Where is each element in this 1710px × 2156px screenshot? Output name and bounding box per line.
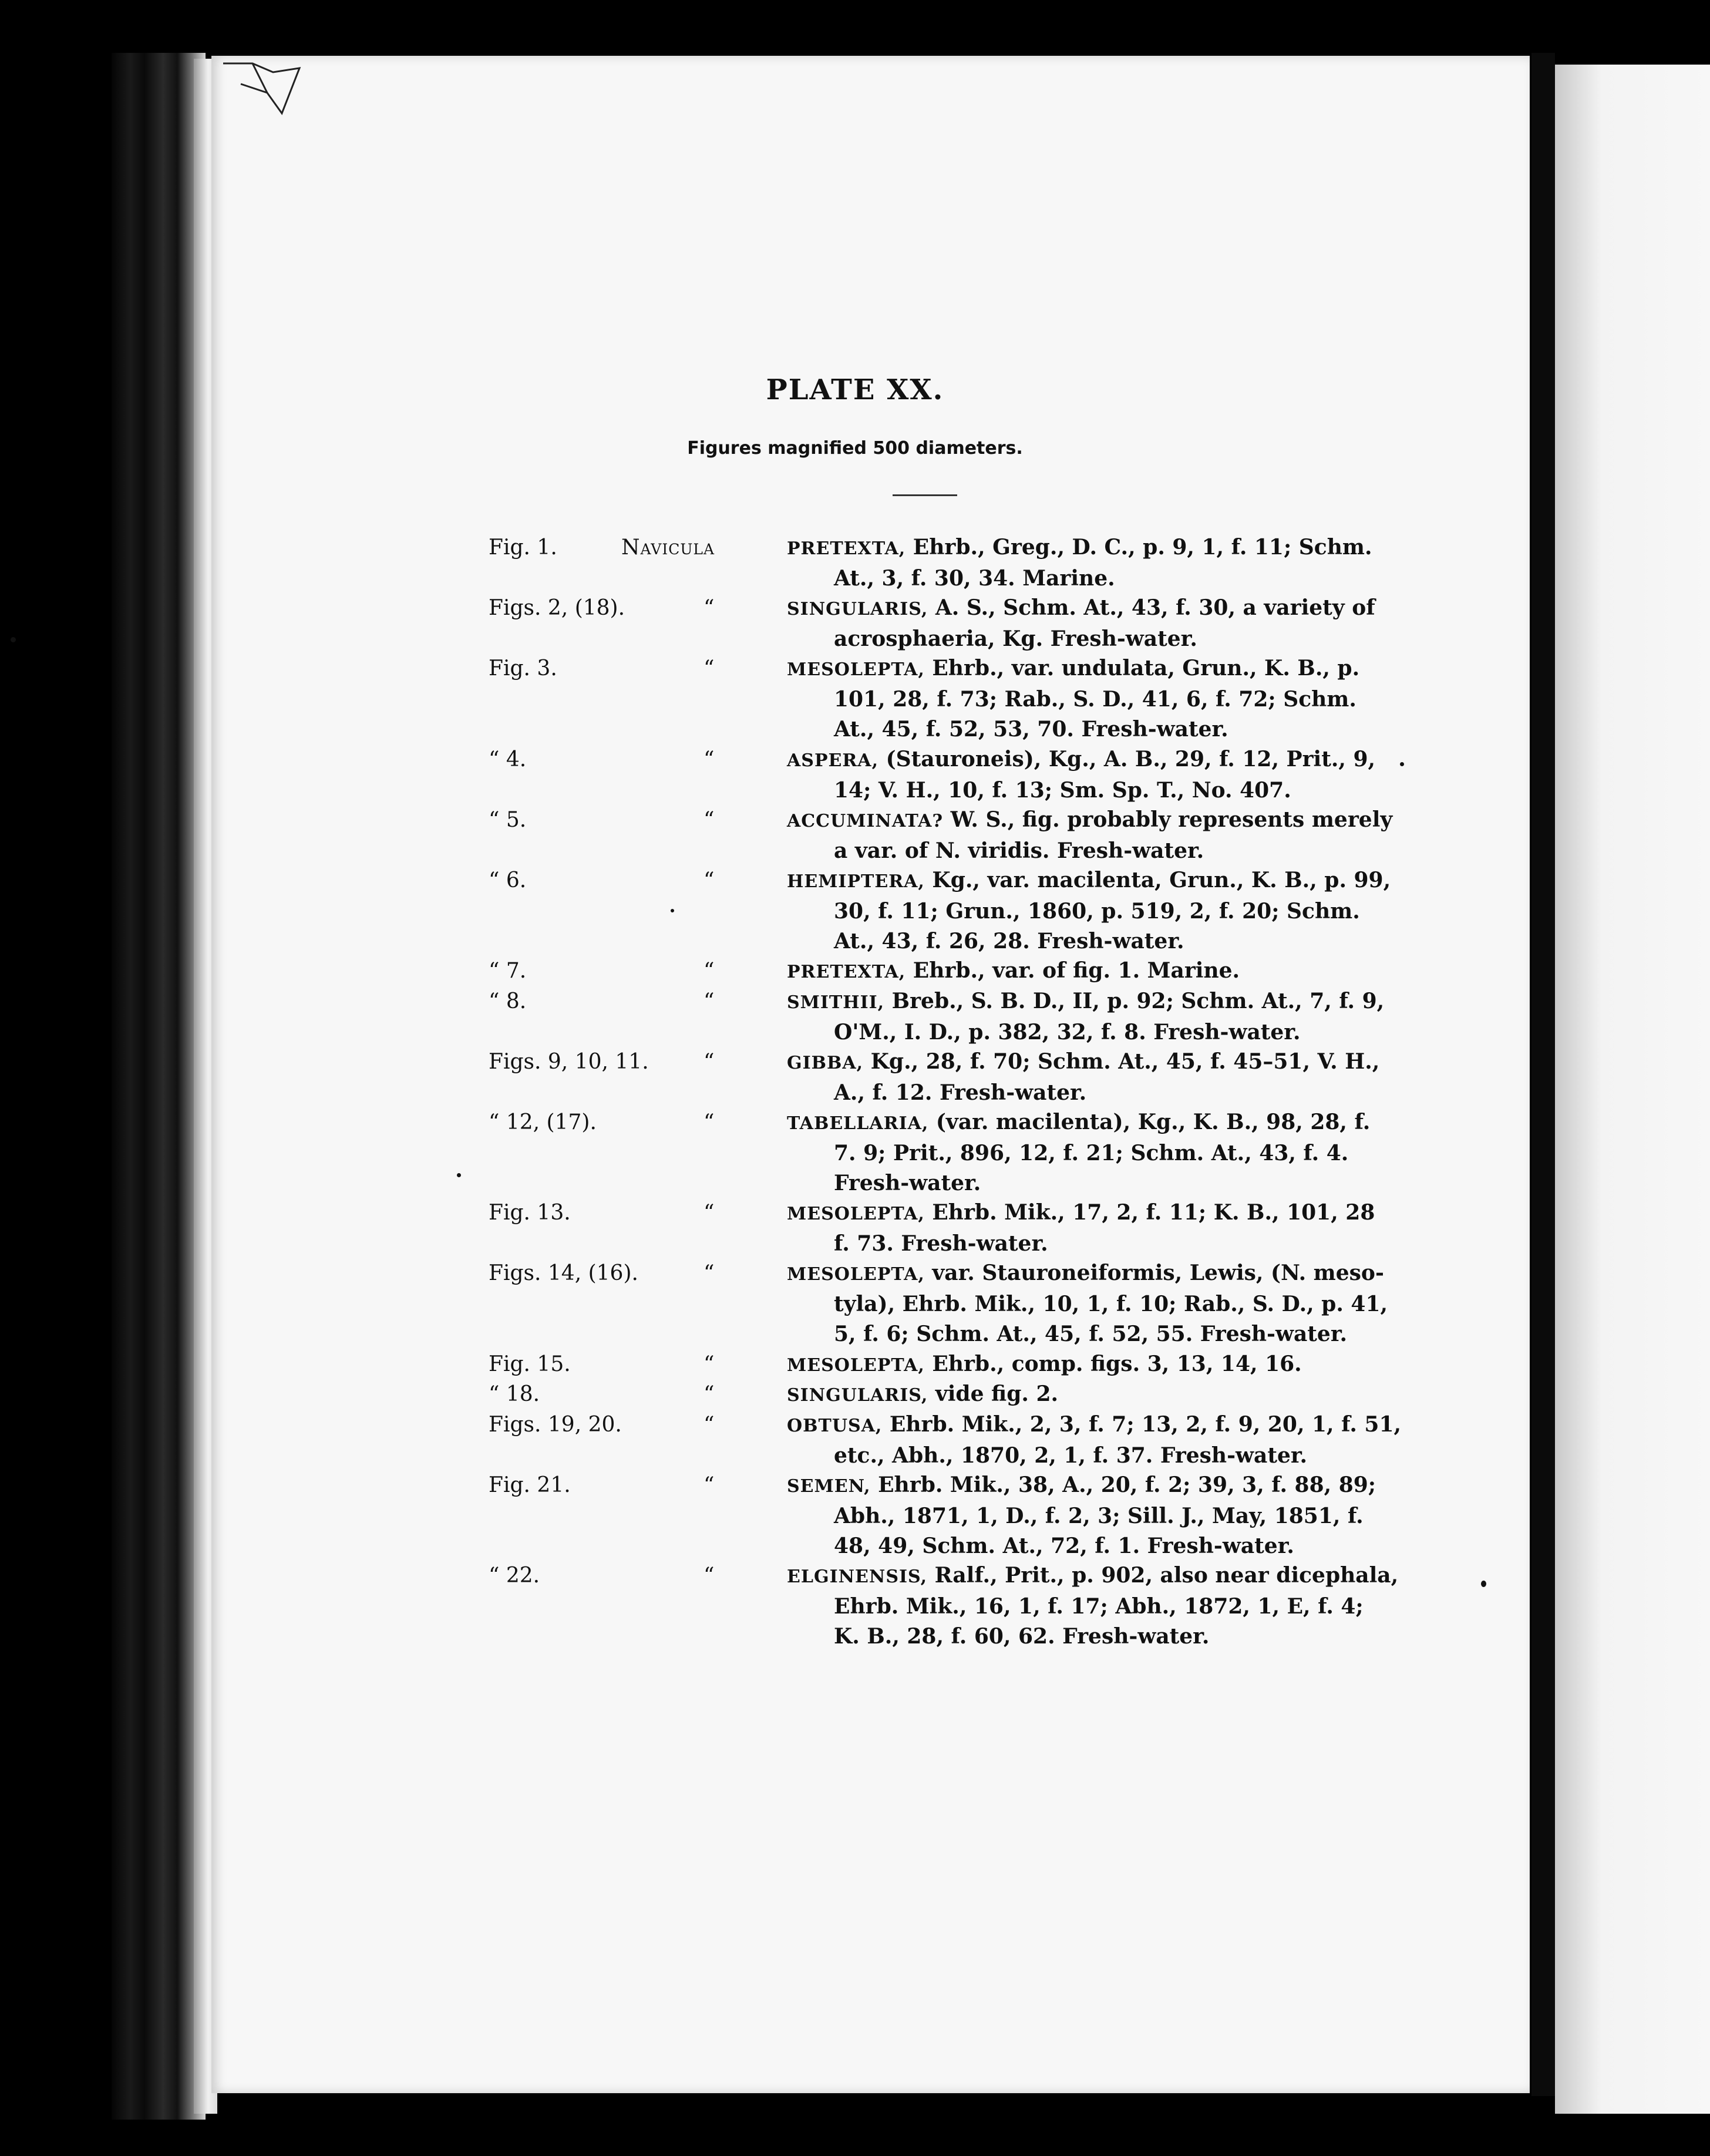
species-name: ACCUMINATA?: [787, 811, 944, 831]
description-line: O'M., I. D., p. 382, 32, f. 8. Fresh-water.: [834, 1020, 1301, 1045]
figure-number: “ 7.: [489, 959, 527, 983]
ditto-mark: “: [703, 596, 715, 620]
book-spine: [112, 53, 206, 2120]
ditto-mark: “: [703, 1564, 715, 1588]
figure-number: Figs. 2, (18).: [489, 596, 625, 620]
figure-number: Fig. 1.: [489, 535, 557, 560]
species-name: TABELLARIA,: [787, 1113, 929, 1134]
reference-text: (var. macilenta), Kg., K. B., 98, 28, f.: [935, 1110, 1371, 1134]
ditto-mark: “: [703, 1110, 715, 1134]
ditto-mark: “: [703, 1050, 715, 1074]
figure-number: “ 6.: [489, 868, 527, 892]
figure-number: “ 12, (17).: [489, 1110, 597, 1134]
description-line: f. 73. Fresh-water.: [834, 1231, 1048, 1256]
figure-description: [787, 1258, 1388, 1349]
figure-number: “ 18.: [489, 1382, 540, 1406]
description-line: [787, 1470, 1376, 1501]
figure-number: Figs. 9, 10, 11.: [489, 1050, 649, 1074]
description-line: At., 3, f. 30, 34. Marine.: [834, 566, 1115, 591]
gutter-shadow: [1531, 53, 1555, 2096]
figure-description: [787, 745, 1376, 806]
description-line: tyla), Ehrb. Mik., 10, 1, f. 10; Rab., S. D., p. 41,: [834, 1292, 1388, 1316]
facing-page-edge: [1555, 65, 1710, 2114]
description-line: [787, 745, 1376, 776]
speck: [671, 909, 674, 912]
ditto-mark: “: [703, 747, 715, 772]
reference-text: Ehrb., comp. figs. 3, 13, 14, 16.: [932, 1352, 1302, 1376]
figure-number: Figs. 19, 20.: [489, 1413, 622, 1437]
figure-number: “ 8.: [489, 989, 527, 1013]
ditto-mark: “: [703, 868, 715, 892]
figure-description: [787, 805, 1393, 866]
figure-description: [787, 1410, 1402, 1471]
ditto-mark: “: [703, 989, 715, 1013]
speck: [1400, 762, 1404, 766]
reference-text: vide fig. 2.: [935, 1382, 1059, 1406]
figure-description: [787, 1198, 1375, 1259]
plate-subtitle: Figures magnified 500 diameters.: [687, 438, 1023, 459]
description-line: 14; V. H., 10, f. 13; Sm. Sp. T., No. 407.: [834, 778, 1291, 803]
reference-text: Ehrb. Mik., 17, 2, f. 11; K. B., 101, 28: [932, 1200, 1375, 1225]
figure-description: [787, 1379, 1358, 1410]
description-line: [787, 1198, 1375, 1229]
species-name: SINGULARIS,: [787, 1385, 928, 1406]
description-line: Abh., 1871, 1, D., f. 2, 3; Sill. J., May, 1851, f.: [834, 1504, 1364, 1528]
species-name: MESOLEPTA,: [787, 1355, 925, 1376]
reference-text: (Stauroneis), Kg., A. B., 29, f. 12, Prit., 9,: [886, 747, 1376, 772]
description-line: [787, 1047, 1380, 1078]
figure-description: [787, 653, 1358, 745]
description-line: [787, 956, 1358, 987]
description-line: 30, f. 11; Grun., 1860, p. 519, 2, f. 20; Schm.: [834, 899, 1360, 924]
species-name: MESOLEPTA,: [787, 659, 925, 680]
speck: [1481, 1581, 1486, 1587]
reference-text: Ehrb., var. of fig. 1. Marine.: [913, 958, 1240, 983]
description-line: At., 45, f. 52, 53, 70. Fresh-water.: [834, 717, 1228, 742]
description-line: 7. 9; Prit., 896, 12, f. 21; Schm. At., 43, f. 4.: [834, 1141, 1349, 1165]
reference-text: Ehrb., Greg., D. C., p. 9, 1, f. 11; Schm.: [913, 535, 1372, 560]
description-line: [787, 865, 1391, 897]
ditto-mark: “: [703, 656, 715, 681]
description-line: 48, 49, Schm. At., 72, f. 1. Fresh-water.: [834, 1534, 1294, 1558]
description-line: Fresh-water.: [834, 1171, 981, 1195]
species-name: SINGULARIS,: [787, 599, 928, 619]
description-line: [787, 1258, 1384, 1289]
species-name: MESOLEPTA,: [787, 1264, 925, 1285]
description-line: A., f. 12. Fresh-water.: [834, 1080, 1087, 1105]
figure-number: Fig. 3.: [489, 656, 557, 681]
ditto-mark: “: [703, 1382, 715, 1406]
figure-description: [787, 1047, 1380, 1108]
description-line: [787, 1410, 1402, 1441]
title-rule: [893, 494, 957, 496]
speck: [457, 1173, 461, 1177]
figure-number: Fig. 15.: [489, 1352, 571, 1376]
species-name: MESOLEPTA,: [787, 1204, 925, 1224]
description-line: [787, 805, 1393, 836]
reference-text: A. S., Schm. At., 43, f. 30, a variety of: [935, 595, 1375, 620]
description-line: a var. of N. viridis. Fresh-water.: [834, 838, 1204, 863]
speck: [11, 637, 16, 642]
figure-description: [787, 1107, 1371, 1198]
figure-number: “ 5.: [489, 808, 527, 832]
reference-text: var. Stauroneiformis, Lewis, (N. meso-: [932, 1261, 1384, 1285]
reference-text: Breb., S. B. D., II, p. 92; Schm. At., 7, f. 9,: [891, 989, 1385, 1013]
ditto-mark: “: [703, 1473, 715, 1497]
species-name: SEMEN,: [787, 1476, 871, 1497]
reference-text: W. S., fig. probably represents merely: [950, 807, 1393, 832]
description-line: [787, 1349, 1358, 1380]
description-line: Ehrb. Mik., 16, 1, f. 17; Abh., 1872, 1, E, f. 4;: [834, 1594, 1364, 1619]
figure-description: [787, 593, 1375, 654]
plate-title: PLATE XX.: [766, 373, 944, 406]
description-line: [787, 653, 1358, 685]
ditto-mark: “: [703, 1352, 715, 1376]
ditto-mark: “: [703, 808, 715, 832]
figure-number: “ 22.: [489, 1564, 540, 1588]
reference-text: Ehrb. Mik., 38, A., 20, f. 2; 39, 3, f. 88, 89;: [878, 1473, 1376, 1497]
genus-name: Navicula: [621, 535, 715, 560]
species-name: ASPERA,: [787, 750, 879, 771]
description-line: acrosphaeria, Kg. Fresh-water.: [834, 626, 1197, 651]
description-line: K. B., 28, f. 60, 62. Fresh-water.: [834, 1624, 1210, 1649]
description-line: [787, 986, 1385, 1018]
species-name: PRETEXTA,: [787, 538, 906, 559]
figure-description: [787, 986, 1385, 1047]
description-line: [787, 1107, 1371, 1138]
species-name: ELGINENSIS,: [787, 1567, 928, 1587]
ditto-mark: “: [703, 959, 715, 983]
figure-description: [787, 1470, 1376, 1561]
reference-text: Ehrb., var. undulata, Grun., K. B., p.: [932, 656, 1360, 681]
species-name: OBTUSA,: [787, 1416, 883, 1436]
figure-number: Fig. 13.: [489, 1201, 571, 1225]
figure-description: [787, 1561, 1399, 1652]
description-line: [787, 533, 1372, 564]
ditto-mark: “: [703, 1201, 715, 1225]
figure-description: [787, 956, 1358, 987]
reference-text: Ehrb. Mik., 2, 3, f. 7; 13, 2, f. 9, 20, 1, f. 51,: [889, 1412, 1402, 1437]
corner-fold-mark: [217, 58, 305, 122]
ditto-mark: “: [703, 1261, 715, 1285]
description-line: 5, f. 6; Schm. At., 45, f. 52, 55. Fresh-water.: [834, 1322, 1348, 1346]
species-name: PRETEXTA,: [787, 962, 906, 982]
description-line: [787, 593, 1375, 624]
figure-number: Figs. 14, (16).: [489, 1261, 638, 1285]
description-line: At., 43, f. 26, 28. Fresh-water.: [834, 929, 1184, 954]
description-line: [787, 1379, 1358, 1410]
figure-description: [787, 1349, 1358, 1380]
reference-text: Ralf., Prit., p. 902, also near dicephala,: [934, 1563, 1399, 1588]
species-name: GIBBA,: [787, 1053, 864, 1073]
species-name: HEMIPTERA,: [787, 871, 925, 892]
figure-description: [787, 533, 1372, 594]
reference-text: Kg., var. macilenta, Grun., K. B., p. 99,: [932, 868, 1391, 892]
figure-number: Fig. 21.: [489, 1473, 571, 1497]
description-line: [787, 1561, 1399, 1592]
figure-description: [787, 865, 1391, 956]
reference-text: Kg., 28, f. 70; Schm. At., 45, f. 45–51, V. H.,: [870, 1049, 1380, 1074]
figure-number: “ 4.: [489, 747, 527, 772]
species-name: SMITHII,: [787, 992, 885, 1013]
description-line: etc., Abh., 1870, 2, 1, f. 37. Fresh-water.: [834, 1443, 1308, 1468]
ditto-mark: “: [703, 1413, 715, 1437]
description-line: 101, 28, f. 73; Rab., S. D., 41, 6, f. 72; Schm.: [834, 687, 1356, 712]
